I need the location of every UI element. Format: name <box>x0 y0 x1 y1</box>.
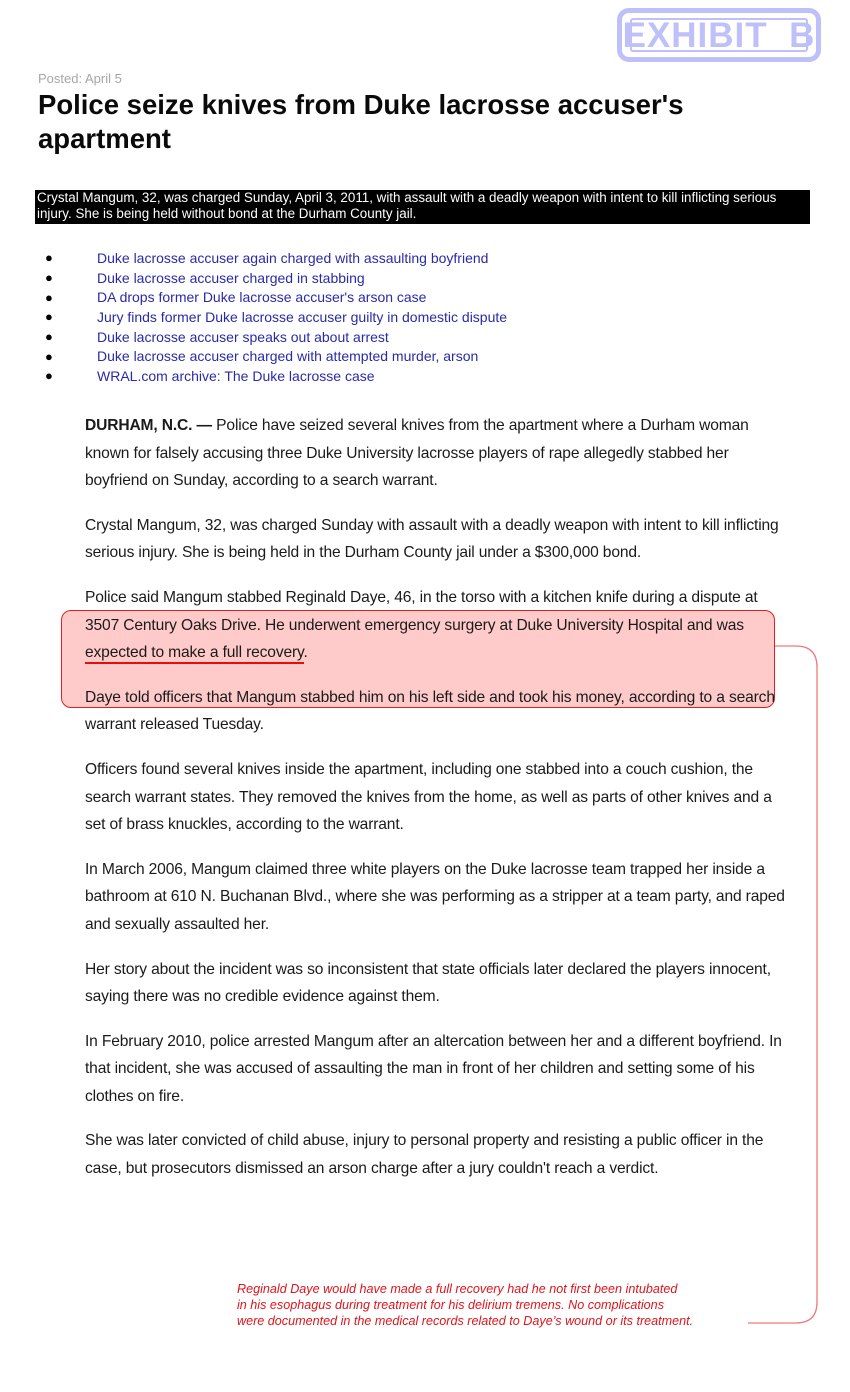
bullet-icon: ● <box>45 270 53 286</box>
related-link-item <box>40 346 507 366</box>
paragraph-text: Police said Mangum stabbed Reginald Daye, 46, in the torso with a kitchen knife during a dispute at 3507 Century Oaks Drive. He underwent emergency surgery at Duke University Hospital and was <box>85 588 758 634</box>
bullet-icon: ● <box>45 329 53 345</box>
annotation-line: in his esophagus during treatment for his delirium tremens. No complications <box>237 1298 664 1312</box>
bullet-icon: ● <box>45 250 53 266</box>
annotation-note <box>237 1281 757 1329</box>
related-link-item <box>40 248 507 268</box>
article-paragraph: In February 2010, police arrested Mangum after an altercation between her and a different boyfriend. In that incident, she was accused of assaulting the man in front of her children and setting some of his clothes on fire. <box>85 1032 782 1105</box>
related-link[interactable]: Duke lacrosse accuser speaks out about arrest <box>97 328 389 345</box>
underlined-phrase: expected to make a full recovery <box>85 644 304 664</box>
related-link[interactable]: Jury finds former Duke lacrosse accuser guilty in domestic dispute <box>97 308 508 325</box>
bullet-icon: ● <box>45 368 53 384</box>
bullet-icon: ● <box>45 348 53 364</box>
article-headline: Police seize knives from Duke lacrosse accuser's apartment <box>38 89 684 154</box>
related-links-list <box>40 248 507 386</box>
paragraph-text: Police have seized several knives from the apartment where a Durham woman known for falsely accusing three Duke University lacrosse players of rape allegedly stabbed her boyfriend on Sunday, according to a search warrant. <box>85 417 749 490</box>
article-paragraph: Officers found several knives inside the apartment, including one stabbed into a couch cushion, the search warrant states. They removed the knives from the home, as well as parts of other knives and a set of brass knuckles, according to the warrant. <box>85 760 772 834</box>
related-link[interactable]: WRAL.com archive: The Duke lacrosse case <box>97 367 375 384</box>
related-link[interactable]: Duke lacrosse accuser charged with attempted murder, arson <box>97 348 479 365</box>
paragraph-text: . <box>303 644 308 662</box>
exhibit-label: EXHIBIT B <box>622 15 816 55</box>
related-link-item <box>40 307 507 327</box>
exhibit-stamp <box>617 8 821 62</box>
posted-date: Posted: April 5 <box>38 71 122 86</box>
related-link-item <box>40 327 507 347</box>
highlighted-paragraph <box>85 584 785 667</box>
bullet-icon: ● <box>45 309 53 325</box>
related-link-item <box>40 287 507 307</box>
annotation-line: were documented in the medical records related to Daye’s wound or its treatment. <box>237 1314 694 1328</box>
related-link-item <box>40 268 507 288</box>
article-paragraph: Her story about the incident was so inconsistent that state officials later declared the players innocent, saying there was no credible evidence against them. <box>85 960 771 1006</box>
article-paragraph: Crystal Mangum, 32, was charged Sunday with assault with a deadly weapon with intent to kill inflicting serious injury. She is being held in the Durham County jail under a $300,000 bond. <box>85 516 779 562</box>
article-paragraph: She was later convicted of child abuse, injury to personal property and resisting a public officer in the case, but prosecutors dismissed an arson charge after a jury couldn't reach a verdict. <box>85 1132 764 1178</box>
article-body <box>85 412 785 1200</box>
related-link[interactable]: Duke lacrosse accuser again charged with assaulting boyfriend <box>97 249 489 266</box>
photo-caption: Crystal Mangum, 32, was charged Sunday, April 3, 2011, with assault with a deadly weapon with intent to kill inflicting serious injury. She is being held without bond at the Durham County jail. <box>35 190 810 224</box>
annotation-line: Reginald Daye would have made a full recovery had he not first been intubated <box>237 1282 678 1296</box>
bullet-icon: ● <box>45 289 53 305</box>
article-paragraph: In March 2006, Mangum claimed three white players on the Duke lacrosse team trapped her inside a bathroom at 610 N. Buchanan Blvd., where she was performing as a stripper at a team party, and raped and sexually assaulted her. <box>85 860 785 933</box>
dateline: DURHAM, N.C. — <box>85 417 212 434</box>
article-paragraph: Daye told officers that Mangum stabbed him on his left side and took his money, according to a search warrant released Tuesday. <box>85 688 775 734</box>
related-link[interactable]: Duke lacrosse accuser charged in stabbing <box>97 269 365 286</box>
related-link[interactable]: DA drops former Duke lacrosse accuser's arson case <box>97 289 427 306</box>
related-link-item <box>40 366 507 386</box>
article-paragraph <box>85 412 785 495</box>
